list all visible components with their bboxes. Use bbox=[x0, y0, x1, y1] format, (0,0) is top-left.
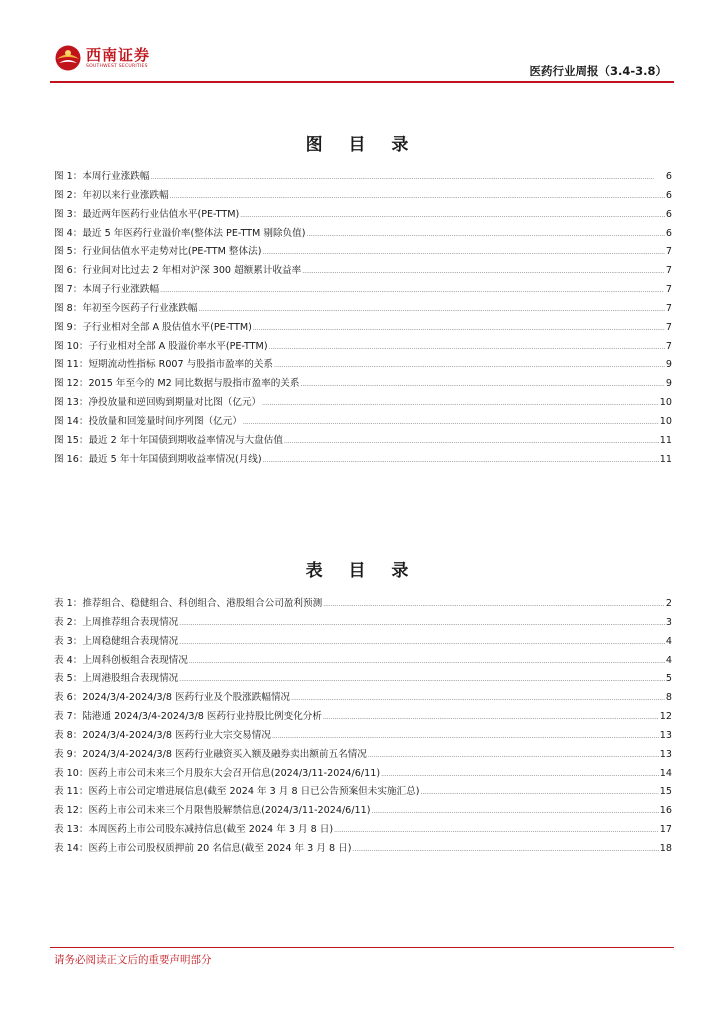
figure-toc-list bbox=[54, 168, 672, 470]
header-divider bbox=[50, 81, 674, 83]
table-toc-entry[interactable] bbox=[54, 614, 672, 633]
table-toc-entry[interactable] bbox=[54, 670, 672, 689]
dot-leader bbox=[263, 454, 659, 465]
footer-divider bbox=[50, 947, 674, 948]
figure-toc-entry-label: 图 1：本周行业涨跌幅 bbox=[54, 171, 150, 182]
table-toc-entry[interactable] bbox=[54, 689, 672, 708]
figure-toc-entry-page: 7 bbox=[665, 321, 672, 333]
figure-toc-entry-page: 6 bbox=[665, 227, 672, 239]
figure-toc-title: 图 目 录 bbox=[305, 135, 419, 155]
figure-toc-entry[interactable] bbox=[54, 262, 672, 281]
figure-toc-entry-page: 7 bbox=[665, 340, 672, 352]
dot-leader bbox=[323, 711, 659, 722]
table-toc-entry[interactable] bbox=[54, 652, 672, 671]
report-title: 医药行业周报（3.4-3.8） bbox=[529, 64, 667, 78]
table-toc-entry-page: 2 bbox=[665, 598, 672, 609]
table-toc-entry-label: 表 4：上周科创板组合表现情况 bbox=[54, 654, 188, 666]
dot-leader bbox=[302, 265, 665, 276]
figure-toc-entry-label: 图 15：最近 2 年十年国债到期收益率情况与大盘估值 bbox=[54, 434, 283, 446]
figure-toc-entry-label: 图 11：短期流动性指标 R007 与股指市盈率的关系 bbox=[54, 359, 274, 371]
table-toc-title: 表 目 录 bbox=[305, 561, 419, 581]
dot-leader bbox=[262, 397, 659, 408]
figure-toc-entry-label: 图 16：最近 5 年十年国债到期收益率情况(月线) bbox=[54, 453, 262, 465]
figure-toc-entry-label: 图 10：子行业相对全部 A 股溢价率水平(PE-TTM) bbox=[54, 340, 268, 352]
dot-leader bbox=[334, 824, 659, 835]
table-toc-entry[interactable] bbox=[54, 783, 672, 802]
figure-toc-entry[interactable] bbox=[54, 432, 672, 451]
figure-toc-entry-page: 9 bbox=[665, 378, 672, 390]
table-toc-entry-page: 17 bbox=[659, 824, 672, 836]
dot-leader bbox=[323, 598, 665, 609]
dot-leader bbox=[368, 749, 659, 760]
figure-toc-entry[interactable] bbox=[54, 243, 672, 262]
figure-toc-entry[interactable] bbox=[54, 168, 672, 187]
figure-toc-entry-page: 9 bbox=[665, 359, 672, 371]
figure-toc-entry-page: 6 bbox=[665, 171, 672, 182]
figure-toc-entry[interactable] bbox=[54, 300, 672, 319]
table-toc-list bbox=[54, 595, 672, 859]
dot-leader bbox=[179, 673, 665, 684]
figure-toc-entry-label: 图 5：行业间估值水平走势对比(PE-TTM 整体法) bbox=[54, 246, 262, 258]
figure-toc-entry-label: 图 9：子行业相对全部 A 股估值水平(PE-TTM) bbox=[54, 321, 252, 333]
figure-toc-entry-page: 7 bbox=[665, 284, 672, 296]
table-toc-entry-page: 14 bbox=[659, 767, 672, 779]
table-toc-entry[interactable] bbox=[54, 765, 672, 784]
dot-leader bbox=[179, 636, 665, 647]
figure-toc-entry[interactable] bbox=[54, 375, 672, 394]
dot-leader bbox=[189, 655, 665, 666]
figure-toc-entry[interactable] bbox=[54, 413, 672, 432]
table-toc-entry-label: 表 9：2024/3/4-2024/3/8 医药行业融资买入额及融券卖出额前五名情况 bbox=[54, 748, 367, 760]
table-toc-entry-label: 表 5：上周港股组合表现情况 bbox=[54, 673, 179, 685]
dot-leader bbox=[300, 378, 664, 389]
table-toc-entry[interactable] bbox=[54, 633, 672, 652]
figure-toc-entry-page: 7 bbox=[665, 265, 672, 277]
dot-leader bbox=[269, 341, 665, 352]
figure-toc-entry[interactable] bbox=[54, 281, 672, 300]
table-toc-entry[interactable] bbox=[54, 821, 672, 840]
dot-leader bbox=[160, 284, 665, 295]
figure-toc-entry[interactable] bbox=[54, 206, 672, 225]
table-toc-entry-page: 13 bbox=[659, 748, 672, 760]
figure-toc-entry-page: 10 bbox=[659, 415, 672, 427]
dot-leader bbox=[179, 617, 665, 628]
page-header bbox=[0, 0, 724, 90]
brand-name-cn: 西南证券 bbox=[86, 46, 151, 64]
dot-leader bbox=[291, 692, 665, 703]
figure-toc-entry-label: 图 8：年初至今医药子行业涨跌幅 bbox=[54, 302, 198, 314]
figure-toc-entry[interactable] bbox=[54, 319, 672, 338]
table-toc-entry-page: 5 bbox=[665, 673, 672, 685]
figure-toc-entry[interactable] bbox=[54, 225, 672, 244]
dot-leader bbox=[381, 768, 659, 779]
table-toc-entry-page: 3 bbox=[665, 616, 672, 628]
dot-leader bbox=[240, 209, 665, 220]
table-toc-entry[interactable] bbox=[54, 746, 672, 765]
table-toc-entry-page: 4 bbox=[665, 654, 672, 666]
table-toc-entry-label: 表 7：陆港通 2024/3/4-2024/3/8 医药行业持股比例变化分析 bbox=[54, 711, 322, 723]
figure-toc-entry[interactable] bbox=[54, 187, 672, 206]
table-toc-entry[interactable] bbox=[54, 802, 672, 821]
disclaimer-notice: 请务必阅读正文后的重要声明部分 bbox=[54, 954, 212, 966]
figure-toc-entry-page: 11 bbox=[659, 434, 672, 446]
brand-logo-icon bbox=[54, 44, 82, 72]
dot-leader bbox=[371, 805, 658, 816]
table-toc-entry[interactable] bbox=[54, 840, 672, 859]
figure-toc-entry-label: 图 7：本周子行业涨跌幅 bbox=[54, 284, 160, 296]
table-toc-entry-label: 表 8：2024/3/4-2024/3/8 医药行业大宗交易情况 bbox=[54, 729, 271, 741]
figure-toc-entry-label: 图 6：行业间对比过去 2 年相对沪深 300 超额累计收益率 bbox=[54, 265, 302, 277]
dot-leader bbox=[151, 171, 665, 182]
table-toc-entry-label: 表 1：推荐组合、稳健组合、科创组合、港股组合公司盈利预测 bbox=[54, 598, 323, 609]
figure-toc-entry-label: 图 3：最近两年医药行业估值水平(PE-TTM) bbox=[54, 208, 240, 220]
figure-toc-entry-page: 7 bbox=[665, 246, 672, 258]
dot-leader bbox=[352, 843, 658, 854]
table-toc-entry-label: 表 12：医药上市公司未来三个月限售股解禁信息(2024/3/11-2024/6/11) bbox=[54, 805, 371, 817]
table-toc-entry-label: 表 3：上周稳健组合表现情况 bbox=[54, 635, 179, 647]
brand-logo bbox=[54, 44, 154, 74]
dot-leader bbox=[243, 416, 659, 427]
table-toc-entry-label: 表 10：医药上市公司未来三个月股东大会召开信息(2024/3/11-2024/6/11) bbox=[54, 767, 381, 779]
table-toc-entry-page: 13 bbox=[659, 729, 672, 741]
figure-toc-entry-page: 11 bbox=[659, 453, 672, 465]
table-toc-entry-page: 4 bbox=[665, 635, 672, 647]
table-toc-entry-label: 表 6：2024/3/4-2024/3/8 医药行业及个股涨跌幅情况 bbox=[54, 692, 291, 704]
table-toc-entry-page: 15 bbox=[659, 786, 672, 798]
table-toc-entry-label: 表 13：本周医药上市公司股东减持信息(截至 2024 年 3 月 8 日) bbox=[54, 824, 334, 836]
table-toc-entry-page: 12 bbox=[659, 711, 672, 723]
figure-toc-entry[interactable] bbox=[54, 356, 672, 375]
figure-toc-entry-page: 6 bbox=[665, 208, 672, 220]
figure-toc-entry[interactable] bbox=[54, 451, 672, 470]
table-toc-entry[interactable] bbox=[54, 595, 672, 614]
figure-toc-entry-page: 7 bbox=[665, 302, 672, 314]
table-toc-entry-page: 8 bbox=[665, 692, 672, 704]
dot-leader bbox=[262, 246, 664, 257]
dot-leader bbox=[198, 303, 664, 314]
dot-leader bbox=[253, 322, 665, 333]
table-toc-entry-label: 表 2：上周推荐组合表现情况 bbox=[54, 616, 179, 628]
table-toc-entry[interactable] bbox=[54, 727, 672, 746]
table-toc-entry-label: 表 14：医药上市公司股权质押前 20 名信息(截至 2024 年 3 月 8 日) bbox=[54, 842, 352, 854]
table-toc-entry-page: 16 bbox=[659, 805, 672, 817]
dot-leader bbox=[272, 730, 659, 741]
figure-toc-entry-label: 图 2：年初以来行业涨跌幅 bbox=[54, 189, 169, 201]
brand-name-en: SOUTHWEST SECURITIES bbox=[86, 64, 148, 69]
table-toc-entry[interactable] bbox=[54, 708, 672, 727]
figure-toc-entry-label: 图 4：最近 5 年医药行业溢价率(整体法 PE-TTM 剔除负值) bbox=[54, 227, 306, 239]
figure-toc-entry[interactable] bbox=[54, 394, 672, 413]
figure-toc-entry-page: 6 bbox=[665, 189, 672, 201]
dot-leader bbox=[274, 359, 665, 370]
dot-leader bbox=[306, 228, 664, 239]
figure-toc-entry[interactable] bbox=[54, 338, 672, 357]
figure-toc-entry-page: 10 bbox=[659, 397, 672, 409]
figure-toc-entry-label: 图 12：2015 年至今的 M2 同比数据与股指市盈率的关系 bbox=[54, 378, 300, 390]
dot-leader bbox=[420, 786, 658, 797]
dot-leader bbox=[284, 435, 659, 446]
table-toc-entry-page: 18 bbox=[659, 842, 672, 854]
figure-toc-entry-label: 图 13：净投放量和逆回购到期量对比图（亿元） bbox=[54, 397, 262, 409]
table-toc-entry-label: 表 11：医药上市公司定增进展信息(截至 2024 年 3 月 8 日已公告预案但未实施汇总) bbox=[54, 786, 420, 798]
dot-leader bbox=[170, 190, 665, 201]
figure-toc-entry-label: 图 14：投放量和回笼量时间序列图（亿元） bbox=[54, 415, 242, 427]
